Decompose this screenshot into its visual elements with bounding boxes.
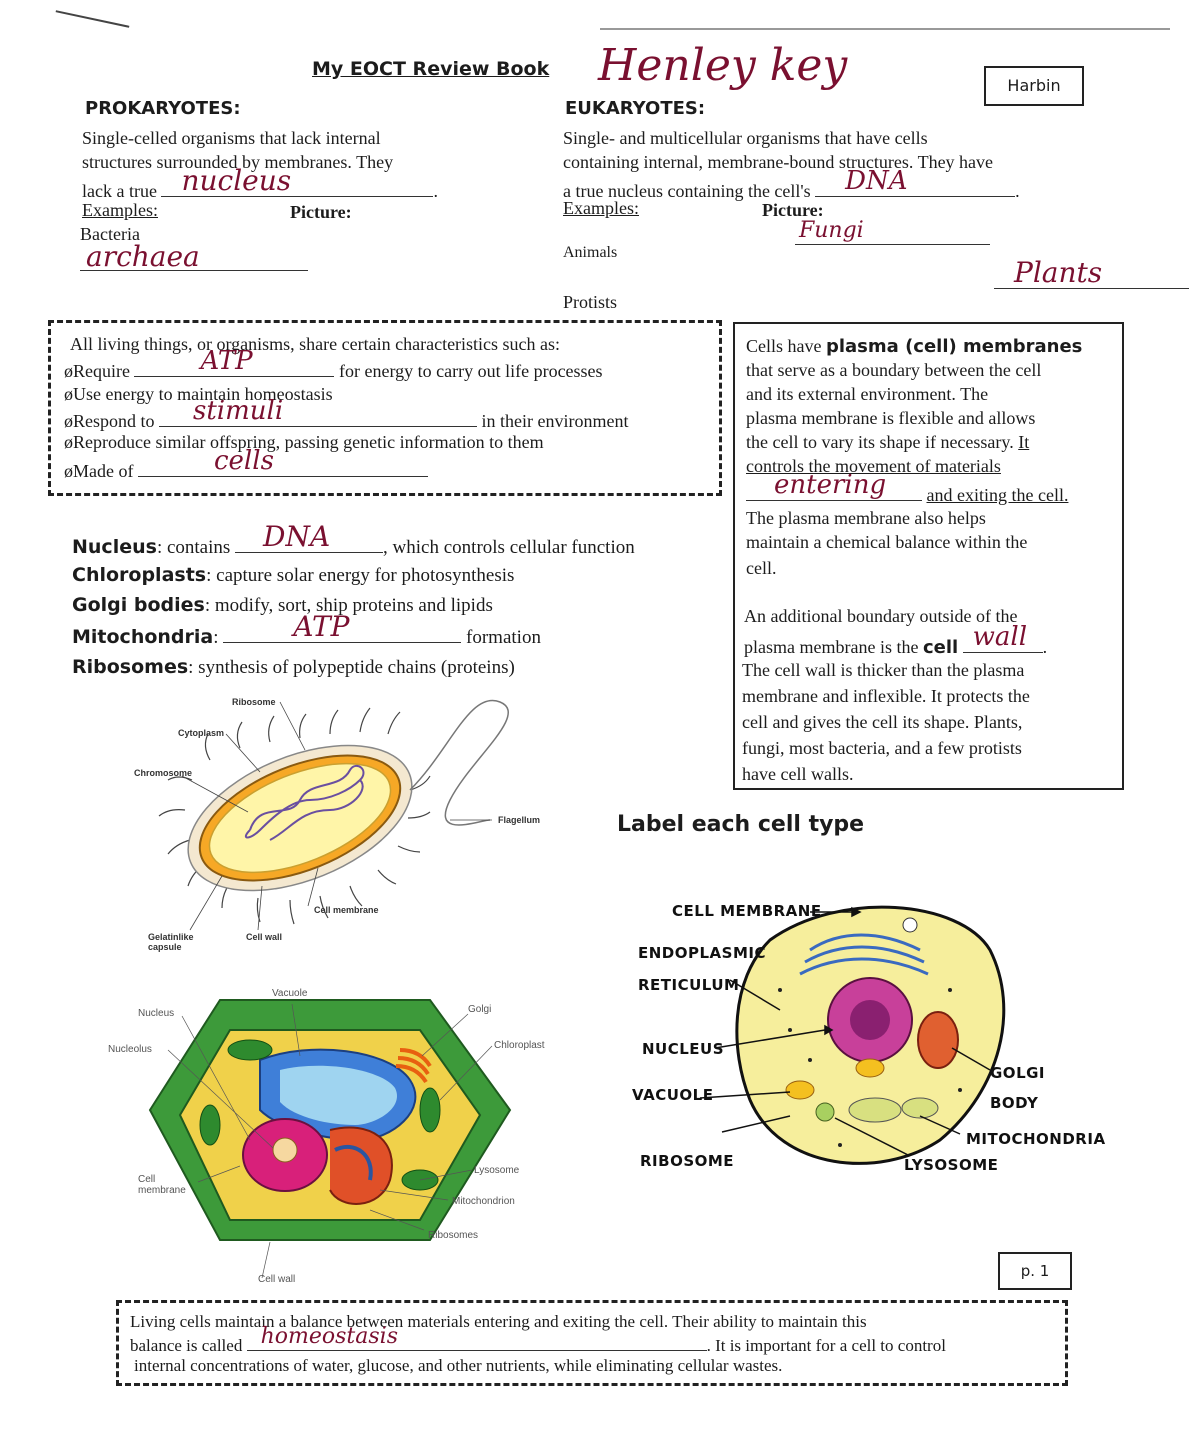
atp-blank-answer: ATP [200,346,253,376]
animal-label-nucleus: NUCLEUS [642,1040,725,1058]
prokaryotes-example-bacteria: Bacteria [80,224,140,244]
characteristics-intro: All living things, or organisms, share certain characteristics such as: [70,334,561,354]
bacteria-label-cell-membrane: Cell membrane [314,905,379,915]
organelle-nucleus-suffix: , which controls cellular function [383,537,635,558]
membrane-p2-l5: cell and gives the cell its shape. Plants, [742,712,1023,732]
characteristic-3-prefix: Respond to [73,411,155,431]
organelle-golgi-label: Golgi bodies [72,594,205,616]
bullet-icon: ø [64,411,73,431]
animal-label-mitochondria: MITOCHONDRIA [966,1130,1106,1148]
eukaryotes-picture-label: Picture: [762,200,824,220]
mito-atp-answer: ATP [293,610,350,643]
plant-label-ribosomes: Ribosomes [428,1230,479,1241]
wall-blank [963,622,1043,653]
mito-atp-blank [223,610,461,643]
dna-blank [815,166,1015,197]
membrane-p2-l1: An additional boundary outside of the [744,606,1018,626]
bacteria-label-cell-wall: Cell wall [246,932,283,942]
organelle-nucleus-prefix: : contains [156,537,231,558]
characteristic-2-text: Use energy to maintain homeostasis [73,384,333,404]
wall-blank-answer: wall [972,622,1028,652]
page-title: My EOCT Review Book [312,58,550,80]
organelle-chloroplasts-label: Chloroplasts [72,564,207,586]
prokaryotes-example-2-answer: archaea [86,240,200,273]
characteristic-4-text: Reproduce similar offspring, passing genetic information to them [73,432,544,452]
organelle-ribosomes [72,656,515,679]
bacteria-label-flagellum: Flagellum [498,815,541,825]
membrane-p2-l4: membrane and inflexible. It protects the [742,686,1030,706]
organelle-golgi [72,594,493,617]
bullet-icon: ø [64,461,73,481]
organelle-golgi-text: : modify, sort, ship proteins and lipids [204,595,493,616]
homeostasis-l2-suffix: . It is important for a cell to control [706,1336,946,1355]
nucleus-dna-answer: DNA [263,520,331,553]
prokaryotes-example-2-line [80,240,308,273]
bacteria-label-capsule: Gelatinlike capsule [148,932,194,952]
plant-label-cell-wall: Cell wall [258,1274,296,1285]
label-each-cell-heading: Label each cell type [617,812,865,837]
homeostasis-l3: internal concentrations of water, glucose, and other nutrients, while eliminating cellular wastes. [134,1356,783,1375]
plant-chloroplast [228,1040,272,1060]
nucleus-blank-answer: nucleus [181,164,292,197]
organelle-nucleus-label: Nucleus [72,536,157,558]
eukaryotes-desc-1: Single- and multicellular organisms that have cells [563,128,928,148]
eukaryotes-fungi-answer: Fungi [799,218,864,243]
animal-label-ribosome: RIBOSOME [640,1152,735,1170]
stimuli-blank [159,396,477,427]
eukaryotes-example-animals: Animals [563,244,618,261]
membrane-l5-text: the cell to vary its shape if necessary. [746,432,1014,452]
plant-nucleolus [273,1138,297,1162]
animal-label-vacuole: VACUOLE [632,1086,714,1104]
page-number: p. 1 [998,1252,1072,1290]
plant-mitochondrion [330,1127,392,1203]
animal-label-golgi-2: BODY [990,1094,1039,1112]
membrane-l10: cell. [746,558,777,578]
scan-mark [56,10,130,28]
prokaryotes-desc-2: structures surrounded by membranes. They [82,152,394,172]
plant-label-nucleus: Nucleus [138,1008,175,1019]
organelle-mitochondria-label: Mitochondria [72,626,214,648]
organelle-mitochondria-suffix: formation [466,627,541,648]
organelle-chloroplasts-text: : capture solar energy for photosynthesis [206,565,515,586]
homeostasis-l2 [130,1324,946,1356]
homeostasis-blank-answer: homeostasis [260,1324,398,1349]
membrane-l9: maintain a chemical balance within the [746,532,1028,552]
prokaryotes-desc-1: Single-celled organisms that lack internal [82,128,381,148]
plant-label-chloroplast: Chloroplast [494,1040,545,1051]
animal-label-cell-membrane: CELL MEMBRANE [672,902,822,920]
membrane-l2: that serve as a boundary between the cell [746,360,1042,380]
homeostasis-blank [247,1324,707,1351]
organelle-ribosomes-label: Ribosomes [72,656,189,678]
plant-label-mitochondrion: Mitochondrion [452,1196,515,1207]
animal-lysosome [816,1103,834,1121]
entering-blank [746,470,922,501]
entering-blank-answer: entering [774,470,887,500]
membrane-l3: and its external environment. The [746,384,989,404]
bullet-icon: ø [64,384,73,404]
membrane-l1-prefix: Cells have [746,336,822,356]
stimuli-blank-answer: stimuli [193,396,284,426]
cells-blank [138,446,428,477]
plant-label-lysosome: Lysosome [474,1165,520,1176]
plant-label-vacuole: Vacuole [272,988,308,999]
bacteria-flagellum [410,700,508,825]
homeostasis-l2-prefix: balance is called [130,1336,243,1355]
characteristic-1-suffix: for energy to carry out life processes [338,361,603,381]
organelle-mitochondria-colon: : [213,627,219,648]
characteristic-3 [64,396,629,432]
animal-vacuole [786,1081,814,1099]
characteristic-1 [64,346,603,382]
membrane-p2-l6: fungi, most bacteria, and a few protists [742,738,1022,758]
animal-label-golgi-1: GOLGI [990,1064,1046,1082]
organelle-chloroplasts [72,564,514,587]
atp-blank [134,346,334,377]
membrane-l4: plasma membrane is flexible and allows [746,408,1036,428]
eukaryotes-fungi-line [795,218,990,245]
eukaryotes-desc-3: a true nucleus containing the cell's DNA . [563,166,1020,201]
membrane-l5-underlined: It [1018,432,1030,452]
membrane-p2-l2-bold: cell [922,637,959,658]
nucleus-dna-blank [235,520,383,553]
membrane-p2-l2: plasma membrane is the cell wall . [744,622,1048,658]
plant-label-cell-membrane: Cell membrane [138,1174,186,1196]
bullet-icon: ø [64,432,73,452]
prokaryotes-desc-3-prefix: lack a true [82,181,157,201]
membrane-p2-l7: have cell walls. [742,764,854,784]
bacteria-label-chromosome: Chromosome [134,768,193,778]
prokaryotes-picture-label: Picture: [290,202,352,222]
membrane-p2-l2-prefix: plasma membrane is the [744,637,919,657]
eukaryotes-heading: EUKARYOTES: [565,98,706,119]
teacher-box: Harbin [984,66,1084,106]
organelle-ribosomes-text: : synthesis of polypeptide chains (proteins) [188,657,515,678]
plant-label-golgi: Golgi [468,1004,492,1015]
membrane-l1 [746,336,1082,357]
animal-label-lysosome: LYSOSOME [904,1156,999,1174]
prokaryotes-examples-label: Examples: [82,200,158,220]
membrane-l7-underlined: and exiting the cell. [926,485,1069,505]
membrane-l5 [746,432,1029,453]
animal-label-er-2: RETICULUM [638,976,740,994]
characteristic-5 [64,446,428,482]
prokaryotes-desc-3: lack a true nucleus . [82,164,438,201]
characteristic-3-suffix: in their environment [481,411,629,431]
prokaryotes-heading: PROKARYOTES: [85,98,241,119]
characteristic-1-prefix: Require [73,361,130,381]
membrane-l8: The plasma membrane also helps [746,508,986,528]
eukaryotes-desc-2: containing internal, membrane-bound structures. They have [563,152,994,172]
eukaryotes-plants-answer: Plants [1014,256,1103,289]
homeostasis-l1: Living cells maintain a balance between materials entering and exiting the cell. Their ability to maintain this [130,1312,867,1331]
eukaryotes-desc-3-prefix: a true nucleus containing the cell's [563,181,811,201]
page-top-rule [600,28,1170,30]
characteristic-4 [64,432,544,453]
animal-mitochondria [849,1098,901,1122]
organelle-nucleus [72,520,635,559]
eukaryotes-plants-line [994,256,1189,289]
membrane-l1-bold: plasma (cell) membranes [825,336,1083,357]
membrane-l6: controls the movement of materials [746,456,1001,476]
membrane-l7 [746,470,1069,506]
organelle-mitochondria [72,610,541,649]
eukaryotes-examples-label: Examples: [563,198,639,218]
membrane-p2-l3: The cell wall is thicker than the plasma [742,660,1025,680]
bullet-icon: ø [64,361,73,381]
characteristic-5-prefix: Made of [73,461,134,481]
dna-blank-answer: DNA [845,166,908,196]
animal-golgi [918,1012,958,1068]
student-name-handwritten: Henley key [598,40,848,91]
eukaryotes-example-protists: Protists [563,292,618,312]
bacteria-label-ribosome: Ribosome [232,697,276,707]
bacteria-label-cytoplasm: Cytoplasm [178,728,225,738]
plant-label-nucleolus: Nucleolus [108,1044,152,1055]
plant-cell-diagram [130,990,570,1290]
cells-blank-answer: cells [213,446,274,476]
animal-label-er-1: ENDOPLASMIC [638,944,766,962]
